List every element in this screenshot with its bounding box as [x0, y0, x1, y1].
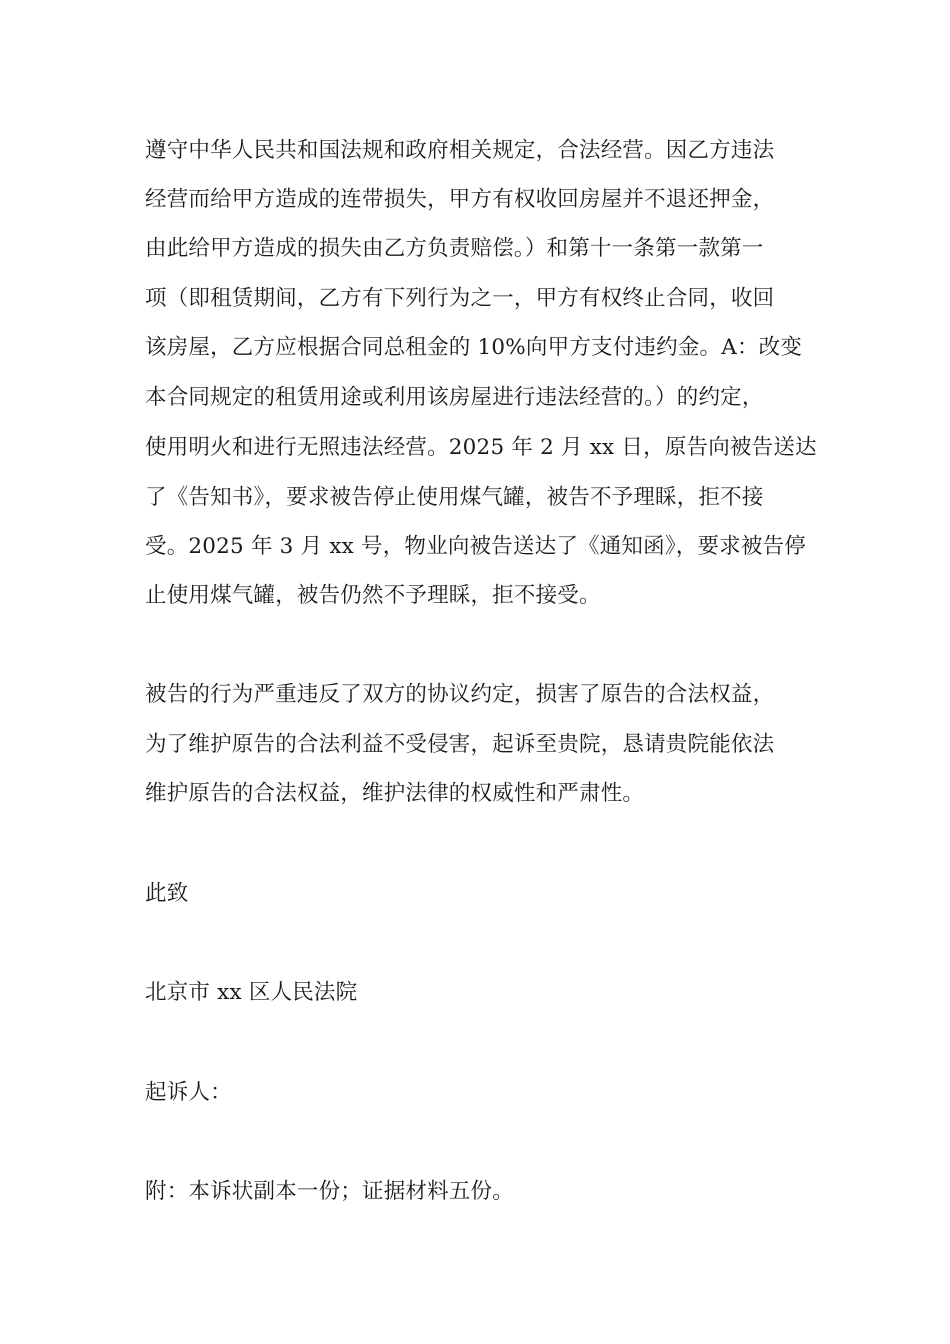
- paragraph-1-line-8: 了《告知书》，要求被告停止使用煤气罐，被告不予理睬，拒不接: [145, 485, 764, 510]
- attachment-note: 附：本诉状副本一份；证据材料五份。: [145, 1179, 514, 1204]
- paragraph-1-line-5: 该房屋，乙方应根据合同总租金的 10%向甲方支付违约金。A：改变: [145, 335, 803, 360]
- paragraph-2-line-1: 被告的行为严重违反了双方的协议约定，损害了原告的合法权益，: [145, 682, 775, 707]
- court-name: 北京市 xx 区人民法院: [145, 980, 358, 1005]
- paragraph-1-line-6: 本合同规定的租赁用途或利用该房屋进行违法经营的。）的约定，: [145, 385, 764, 410]
- paragraph-2-line-2: 为了维护原告的合法利益不受侵害，起诉至贵院，恳请贵院能依法: [145, 732, 775, 757]
- paragraph-2-line-3: 维护原告的合法权益，维护法律的权威性和严肃性。: [145, 781, 645, 806]
- paragraph-1-line-4: 项（即租赁期间，乙方有下列行为之一，甲方有权终止合同，收回: [145, 286, 775, 311]
- plaintiff-label: 起诉人：: [145, 1080, 232, 1105]
- paragraph-1-line-1: 遵守中华人民共和国法规和政府相关规定，合法经营。因乙方违法: [145, 138, 775, 163]
- closing-salutation: 此致: [145, 881, 189, 906]
- paragraph-1-line-2: 经营而给甲方造成的连带损失，甲方有权收回房屋并不退还押金，: [145, 187, 775, 212]
- paragraph-1-line-7: 使用明火和进行无照违法经营。2025 年 2 月 xx 日，原告向被告送达: [145, 435, 817, 460]
- paragraph-1-line-10: 止使用煤气罐，被告仍然不予理睬，拒不接受。: [145, 583, 601, 608]
- paragraph-1-line-3: 由此给甲方造成的损失由乙方负责赔偿。）和第十一条第一款第一: [145, 236, 764, 261]
- paragraph-1-line-9: 受。2025 年 3 月 xx 号，物业向被告送达了《通知函》，要求被告停: [145, 534, 806, 559]
